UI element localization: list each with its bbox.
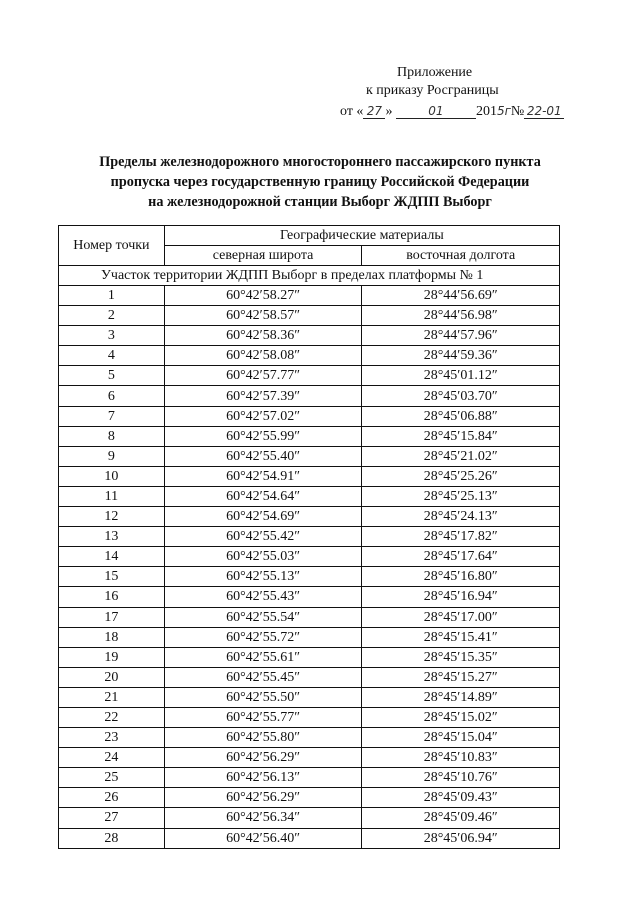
latitude-cell: 60°42′55.13″ (164, 567, 362, 587)
table-row (59, 687, 560, 707)
order-reference: к приказу Росграницы (366, 83, 499, 98)
point-number-cell: 21 (59, 687, 165, 707)
table-row (59, 768, 560, 788)
header-geo-materials: Географические материалы (164, 226, 559, 246)
table-row (59, 507, 560, 527)
table-row (59, 306, 560, 326)
date-from-label: от « (340, 104, 364, 119)
table-row (59, 426, 560, 446)
latitude-cell: 60°42′57.39″ (164, 386, 362, 406)
longitude-cell: 28°44′56.69″ (362, 286, 560, 306)
coordinates-table (58, 225, 560, 849)
latitude-cell: 60°42′55.42″ (164, 527, 362, 547)
longitude-cell: 28°45′15.02″ (362, 707, 560, 727)
point-number-cell: 24 (59, 748, 165, 768)
point-number-cell: 17 (59, 607, 165, 627)
table-row (59, 587, 560, 607)
longitude-cell: 28°45′15.27″ (362, 667, 560, 687)
latitude-cell: 60°42′55.54″ (164, 607, 362, 627)
latitude-cell: 60°42′56.13″ (164, 768, 362, 788)
longitude-cell: 28°45′03.70″ (362, 386, 560, 406)
table-row (59, 326, 560, 346)
table-row (59, 707, 560, 727)
longitude-cell: 28°45′06.88″ (362, 406, 560, 426)
point-number-cell: 28 (59, 828, 165, 848)
latitude-cell: 60°42′54.64″ (164, 486, 362, 506)
table-row (59, 346, 560, 366)
latitude-cell: 60°42′55.40″ (164, 446, 362, 466)
date-quote-close: » (385, 104, 393, 119)
longitude-cell: 28°45′14.89″ (362, 687, 560, 707)
table-row (59, 828, 560, 848)
point-number-cell: 13 (59, 527, 165, 547)
number-label: № (510, 104, 525, 119)
title-line-1: Пределы железнодорожного многостороннего пассажирского пункта (99, 154, 541, 170)
table-row (59, 386, 560, 406)
latitude-cell: 60°42′55.45″ (164, 667, 362, 687)
longitude-cell: 28°45′09.46″ (362, 808, 560, 828)
latitude-cell: 60°42′55.99″ (164, 426, 362, 446)
point-number-cell: 2 (59, 306, 165, 326)
longitude-cell: 28°44′59.36″ (362, 346, 560, 366)
latitude-cell: 60°42′56.29″ (164, 748, 362, 768)
longitude-cell: 28°45′24.13″ (362, 507, 560, 527)
point-number-cell: 22 (59, 707, 165, 727)
table-row (59, 808, 560, 828)
latitude-cell: 60°42′54.91″ (164, 466, 362, 486)
point-number-cell: 19 (59, 647, 165, 667)
section-title: Участок территории ЖДПП Выборг в пределах платформы № 1 (59, 266, 560, 286)
longitude-cell: 28°45′16.80″ (362, 567, 560, 587)
point-number-cell: 11 (59, 486, 165, 506)
latitude-cell: 60°42′55.61″ (164, 647, 362, 667)
longitude-cell: 28°45′15.84″ (362, 426, 560, 446)
table-row (59, 647, 560, 667)
appendix-label: Приложение (397, 65, 473, 80)
document-title (40, 152, 600, 212)
point-number-cell: 6 (59, 386, 165, 406)
table-row (59, 627, 560, 647)
header-latitude: северная широта (164, 246, 362, 266)
header-longitude: восточная долгота (362, 246, 560, 266)
date-year-handwritten: 5г (496, 104, 511, 118)
latitude-cell: 60°42′56.34″ (164, 808, 362, 828)
longitude-cell: 28°45′15.35″ (362, 647, 560, 667)
date-year-prefix: 201 (475, 104, 497, 119)
point-number-cell: 16 (59, 587, 165, 607)
point-number-cell: 10 (59, 466, 165, 486)
point-number-cell: 26 (59, 788, 165, 808)
table-row (59, 667, 560, 687)
header-point-number: Номер точки (59, 226, 165, 266)
point-number-cell: 25 (59, 768, 165, 788)
longitude-cell: 28°45′06.94″ (362, 828, 560, 848)
order-date-line (340, 102, 564, 121)
latitude-cell: 60°42′54.69″ (164, 507, 362, 527)
latitude-cell: 60°42′58.36″ (164, 326, 362, 346)
title-line-2: пропуска через государственную границу Российской Федерации (110, 174, 530, 190)
latitude-cell: 60°42′58.08″ (164, 346, 362, 366)
table-row (59, 547, 560, 567)
latitude-cell: 60°42′55.43″ (164, 587, 362, 607)
longitude-cell: 28°45′21.02″ (362, 446, 560, 466)
point-number-cell: 1 (59, 286, 165, 306)
point-number-cell: 7 (59, 406, 165, 426)
longitude-cell: 28°45′15.04″ (362, 728, 560, 748)
date-month: 01 (396, 104, 476, 119)
table-row (59, 366, 560, 386)
longitude-cell: 28°44′56.98″ (362, 306, 560, 326)
point-number-cell: 20 (59, 667, 165, 687)
table-row (59, 788, 560, 808)
longitude-cell: 28°45′17.82″ (362, 527, 560, 547)
latitude-cell: 60°42′55.77″ (164, 707, 362, 727)
point-number-cell: 12 (59, 507, 165, 527)
point-number-cell: 8 (59, 426, 165, 446)
longitude-cell: 28°44′57.96″ (362, 326, 560, 346)
table-row (59, 748, 560, 768)
longitude-cell: 28°45′17.00″ (362, 607, 560, 627)
latitude-cell: 60°42′56.29″ (164, 788, 362, 808)
latitude-cell: 60°42′57.77″ (164, 366, 362, 386)
point-number-cell: 4 (59, 346, 165, 366)
point-number-cell: 27 (59, 808, 165, 828)
title-line-3: на железнодорожной станции Выборг ЖДПП Выборг (148, 194, 492, 210)
table-row (59, 406, 560, 426)
longitude-cell: 28°45′01.12″ (362, 366, 560, 386)
longitude-cell: 28°45′10.83″ (362, 748, 560, 768)
longitude-cell: 28°45′16.94″ (362, 587, 560, 607)
table-row (59, 286, 560, 306)
order-number: 22-01 (524, 104, 564, 119)
point-number-cell: 18 (59, 627, 165, 647)
point-number-cell: 5 (59, 366, 165, 386)
latitude-cell: 60°42′58.57″ (164, 306, 362, 326)
longitude-cell: 28°45′09.43″ (362, 788, 560, 808)
latitude-cell: 60°42′55.80″ (164, 728, 362, 748)
table-row (59, 486, 560, 506)
date-day: 27 (363, 104, 385, 119)
point-number-cell: 3 (59, 326, 165, 346)
table-row (59, 607, 560, 627)
point-number-cell: 9 (59, 446, 165, 466)
latitude-cell: 60°42′55.50″ (164, 687, 362, 707)
longitude-cell: 28°45′25.26″ (362, 466, 560, 486)
latitude-cell: 60°42′56.40″ (164, 828, 362, 848)
latitude-cell: 60°42′55.03″ (164, 547, 362, 567)
latitude-cell: 60°42′58.27″ (164, 286, 362, 306)
latitude-cell: 60°42′55.72″ (164, 627, 362, 647)
table-row (59, 728, 560, 748)
table-row (59, 567, 560, 587)
table-row (59, 466, 560, 486)
longitude-cell: 28°45′15.41″ (362, 627, 560, 647)
table-row (59, 527, 560, 547)
longitude-cell: 28°45′25.13″ (362, 486, 560, 506)
table-row (59, 446, 560, 466)
point-number-cell: 15 (59, 567, 165, 587)
longitude-cell: 28°45′10.76″ (362, 768, 560, 788)
latitude-cell: 60°42′57.02″ (164, 406, 362, 426)
point-number-cell: 14 (59, 547, 165, 567)
longitude-cell: 28°45′17.64″ (362, 547, 560, 567)
point-number-cell: 23 (59, 728, 165, 748)
